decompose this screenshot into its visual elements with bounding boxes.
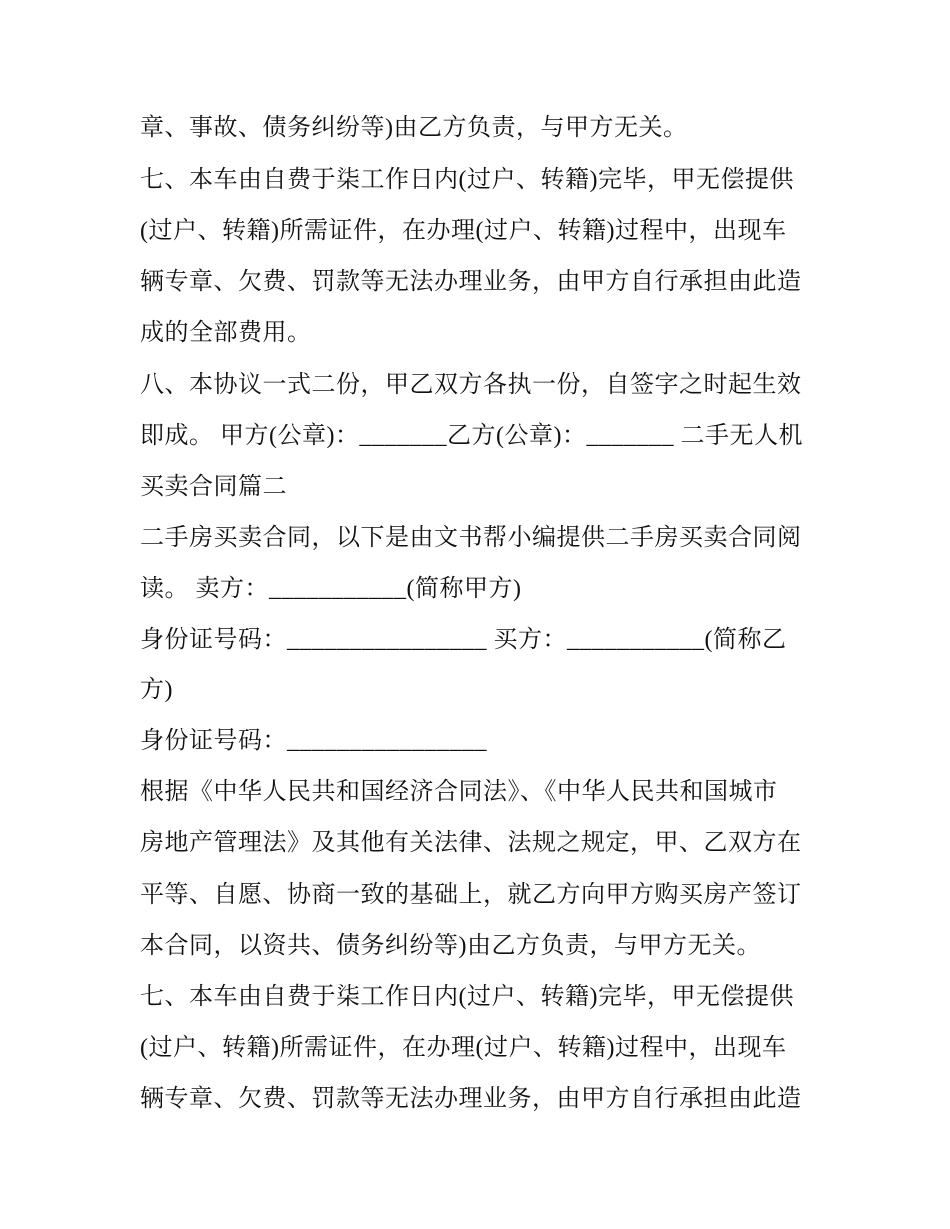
text-line: 本合同，以资共、债务纠纷等)由乙方负责，与甲方无关。 (140, 933, 761, 959)
text-line: 辆专章、欠费、罚款等无法办理业务，由甲方自行承担由此造 (140, 1086, 802, 1112)
text-line: 身份证号码：________________ (140, 728, 487, 754)
text-line: 章、事故、债务纠纷等)由乙方负责，与甲方无关。 (140, 115, 688, 141)
text-line: 成的全部费用。 (140, 320, 312, 346)
text-line: 房地产管理法》及其他有关法律、法规之规定，甲、乙双方在 (140, 830, 802, 856)
text-line: 根据《中华人民共和国经济合同法》、《中华人民共和国城市 (140, 779, 778, 805)
section-heading: 买卖合同篇二 (140, 474, 287, 500)
text-line: 平等、自愿、协商一致的基础上，就乙方向甲方购买房产签订 (140, 882, 802, 908)
text-line: 七、本车由自费于柒工作日内(过户、转籍)完毕，甲无偿提供 (140, 167, 794, 193)
text-line: 二手房买卖合同，以下是由文书帮小编提供二手房买卖合同阅 (140, 525, 802, 551)
text-line: 读。 卖方：___________(简称甲方) (140, 576, 522, 602)
text-line: 身份证号码：________________ 买方：___________(简称乙 (140, 627, 787, 653)
text-line: (过户、转籍)所需证件，在办理(过户、转籍)过程中，出现车 (140, 218, 787, 244)
text-line: 方) (140, 677, 173, 703)
text-line: (过户、转籍)所需证件，在办理(过户、转籍)过程中，出现车 (140, 1035, 787, 1061)
text-line: 即成。 甲方(公章)：_______乙方(公章)：_______ 二手无人机 (140, 423, 803, 449)
text-line: 八、本协议一式二份，甲乙双方各执一份，自签字之时起生效 (140, 372, 802, 398)
text-line: 七、本车由自费于柒工作日内(过户、转籍)完毕，甲无偿提供 (140, 984, 794, 1010)
text-line: 辆专章、欠费、罚款等无法办理业务，由甲方自行承担由此造 (140, 269, 802, 295)
